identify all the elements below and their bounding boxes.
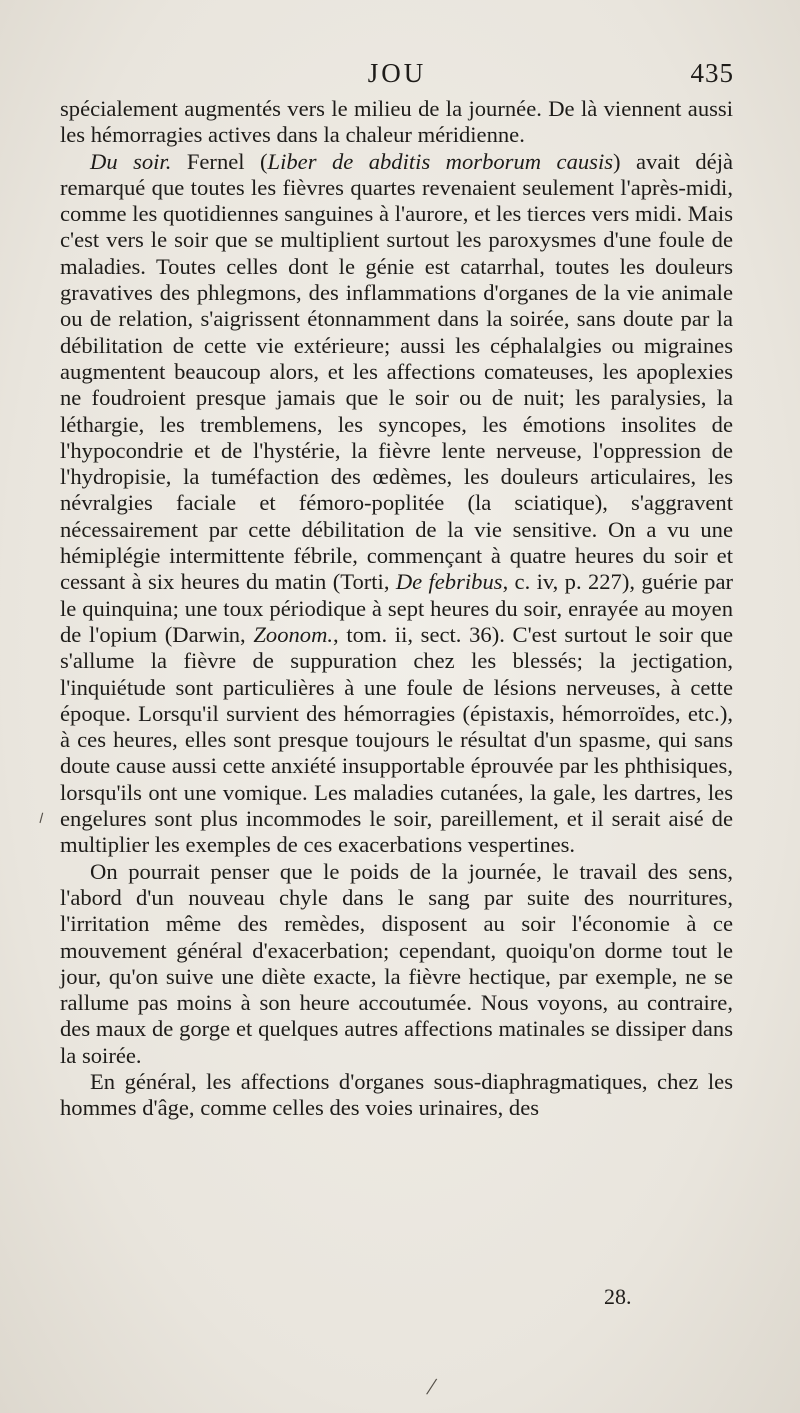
paragraph-continuation: spécialement augmentés vers le milieu de la journée. De là viennent aussi les hémorragies actives dans la chaleur méridienne. xyxy=(60,96,733,148)
margin-pencil-mark: ⸝ xyxy=(27,799,50,828)
body-text xyxy=(60,96,733,1122)
paragraph-on-pourrait: On pourrait penser que le poids de la journée, le travail des sens, l'abord d'un nouveau chyle dans le sang par suite des nourritures, l'irritation même des remèdes, disposent au soir l'économie à ce mouvement général d'exacerbation; cependant, quoiqu'on dorme tout le jour, qu'on suive une diète exacte, la fièvre hectique, par exemple, ne se rallume pas moins à son heure accoutumée. Nous voyons, au contraire, des maux de gorge et quelques autres affections matinales se dissiper dans la soirée. xyxy=(60,858,733,1068)
bottom-pencil-mark: / xyxy=(424,1371,439,1402)
paragraph-en-general: En général, les affections d'organes sous-diaphragmatiques, chez les hommes d'âge, comme celles des voies urinaires, des xyxy=(60,1068,733,1121)
book-title-de-febribus: De febribus xyxy=(395,569,503,595)
book-title-liber: Liber de abditis morborum causis xyxy=(267,148,614,174)
running-head: JOU xyxy=(367,58,427,88)
paragraph-du-soir xyxy=(60,149,733,859)
text-segment: ) avait déjà remarqué que toutes les fièvres quartes revenaient seulement l'après-midi, comme les quotidiennes sanguines à l'aurore, et les tierces vers midi. Mais c'est vers le soir que se multiplient surtout les paroxysmes d'une foule de maladies. Toutes celles dont le génie est catarrhal, toutes les douleurs gravatives des phlegmons, des inflammations d'organes de la vie animale ou de relation, s'aigrissent étonnamment dans la soirée, sans doute par la débilitation de cette vie extérieure; aussi les céphalalgies ou migraines augmentent beaucoup alors, et les affections comateuses, les apoplexies ne foudroient presque jamais que le soir ou de nuit; les paralysies, la léthargie, les tremblemens, les syncopes, les émotions insolites de l'hypocondrie et de l'hystérie, la fièvre lente nerveuse, l'oppression de l'hydropisie, la tuméfaction des œdèmes, les douleurs articulaires, les névralgies faciale et fémoro-poplitée (la sciatique), s'aggravent nécessairement par cette débilitation de la vie sensitive. On a vu une hémiplégie intermittente fébrile, commençant à quatre heures du soir et cessant à six heures du matin (Torti, xyxy=(60,148,733,595)
page-number: 435 xyxy=(690,58,734,88)
signature-mark: 28. xyxy=(604,1284,632,1309)
section-heading-du-soir: Du soir. xyxy=(90,148,172,174)
text-segment: , tom. ii, sect. 36). C'est surtout le soir que s'allume la fièvre de suppuration chez les blessés; la jectigation, l'inquiétude sont particulières à une foule de lésions nerveuses, à cette époque. Lorsqu'il survient des hémorragies (épistaxis, hémorroïdes, etc.), à ces heures, elles sont presque toujours le résultat d'un spasme, qui sans doute cause aussi cette anxiété insupportable éprouvée par les phthisiques, lorsqu'ils ont une vomique. Les maladies cutanées, la gale, les dartres, les engelures sont plus incommodes le soir, pareillement, et il serait aisé de multiplier les exemples de ces exacerbations vespertines. xyxy=(60,621,733,858)
text-segment: , c. iv, p. 227), guérie par le quinquina; une toux périodique à sept heures du soir, enrayée au moyen de l'opium (Darwin, xyxy=(60,569,733,647)
page-header xyxy=(60,58,734,98)
text-segment: Fernel ( xyxy=(171,148,268,174)
book-title-zoonom: Zoonom. xyxy=(253,621,334,647)
